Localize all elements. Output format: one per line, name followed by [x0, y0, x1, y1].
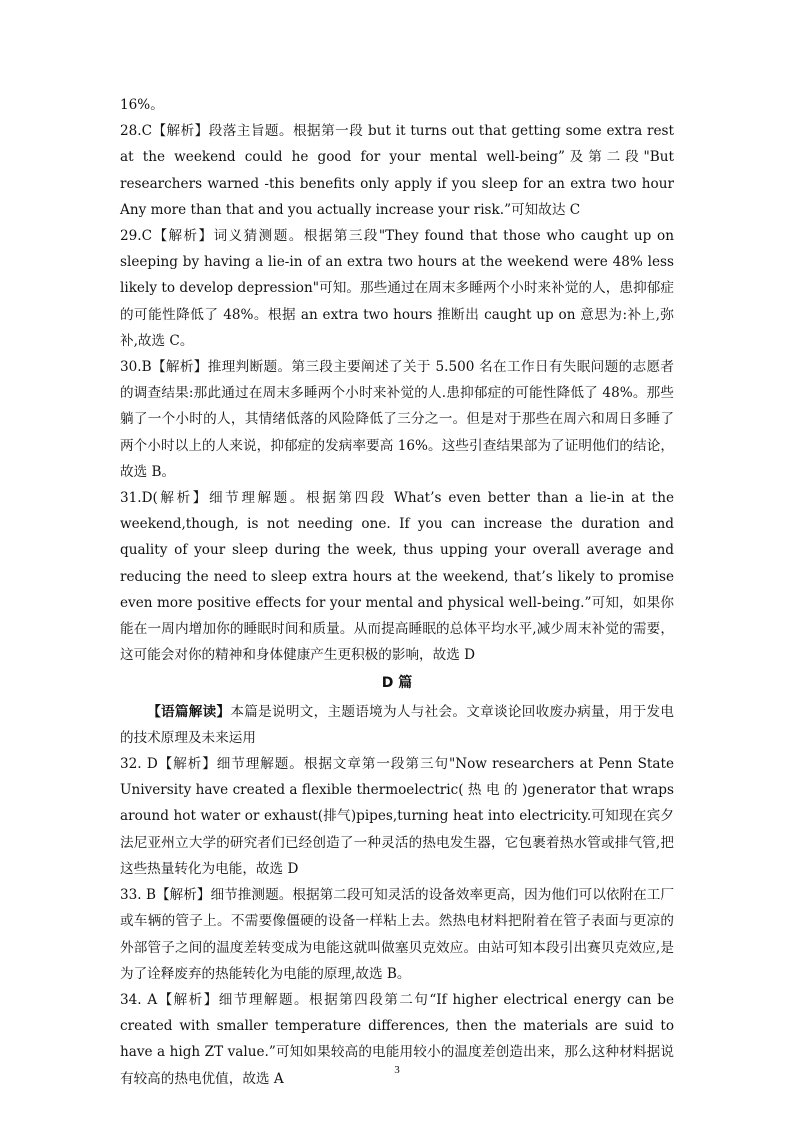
page-number: 3 [394, 1064, 400, 1076]
answer-33: 33. B【解析】细节推测题。根据第二段可知灵活的设备效率更高，因为他们可以依附在工厂或车辆的管子上。不需要像僵硬的设备一样粘上去。然热电材料把附着在管子表面与更凉的外部管子之间的温度差转变成为电能这就叫做塞贝克效应。由站可知本段引出赛贝克效应,是为了诠释废弃的热能转化为电能的原理,故选 B。 [120, 887, 674, 982]
answer-31: 31.D(解析】细节理解题。根据第四段 What’s even better than a lie-in at the weekend,though, is not needing one. If you can increase the duration and quality of your sleep during the week, thus upping your overall average and reducing the need to sleep extra hours at the weekend, that’s likely to promise even more positive effects for your mental and physical well-being.”可知，如果你能在一周内增加你的睡眠时间和质量。从而提高睡眠的总体平均水平,减少周末补觉的需要，这可能会对你的精神和身体健康产生更积极的影响，故选 D [120, 490, 674, 664]
answer-29: 29.C【解析】词义猜测题。根据第三段"They found that those who caught up on sleeping by having a lie-in of an extra two hours at the weekend were 48% less likely to develop depression"可知。那些通过在周末多睡两个小时来补觉的人，患抑郁症的可能性降低了 48%。根据 an extra two hours 推断出 caught up on 意思为:补上,弥补,故选 C。 [120, 228, 674, 349]
answer-explanations [120, 92, 674, 1092]
answer-28: 28.C【解析】段落主旨题。根据第一段 but it turns out that getting some extra rest at the weekend could he good for your mental well-being”及第二段"But researchers warned -this benefits only apply if you sleep for an extra two hour Any more than that and you actually increase your risk.”可知故达 C [120, 123, 674, 218]
intro-text: 本篇是说明文，主题语境为人与社会。文章谈论回收废办病量，用于发电的技术原理及未来运用 [120, 703, 675, 746]
answer-34: 34. A【解析】细节理解题。根据第四段第二句“If higher electrical energy can be created with smaller temperature differences, then the materials are suid to have a high ZT value.”可知如果较高的电能用较小的温度差创造出来，那么这种材料据说有较高的热电优值，故选 A [120, 991, 674, 1087]
passage-intro [120, 699, 674, 751]
answer-32: 32. D【解析】细节理解题。根据文章第一段第三句"Now researchers at Penn State University have created a flexible thermoelectric( 热 电 的 )generator that wraps around hot water or exhaust(排气)pipes,turning heat into electricity.可知现在宾夕法尼亚州立大学的研究者们已经创造了一种灵活的热电发生器，它包裹着热水管或排气管,把这些热量转化为电能，故选 D [120, 756, 674, 877]
paragraph-continuation: 16%。 [120, 97, 164, 113]
answer-30: 30.B【解析】推理判断题。第三段主要阐述了关于 5.500 名在工作日有失眠问题的志愿者的调查结果:那此通过在周末多睡两个小时来补觉的人.患抑郁症的可能性降低了 48%。那些躺了一个小时的人，其情绪低落的风险降低了三分之一。但是对于那些在周六和周日多睡了两个小时以上的人来说，抑郁症的发病率要高 16%。这些引查结果部为了证明他们的结论，故选 B。 [120, 359, 674, 480]
intro-label: 【语篇解读】 [147, 703, 231, 720]
section-heading: D 篇 [381, 675, 413, 692]
